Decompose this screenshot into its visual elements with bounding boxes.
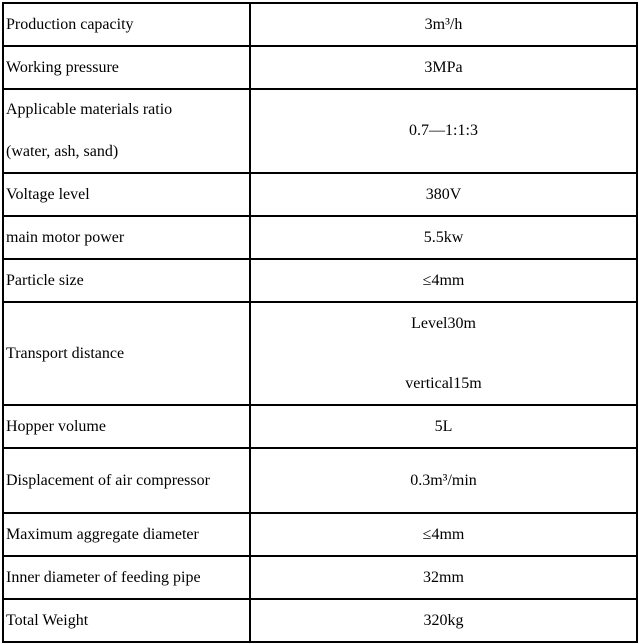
table-row: [3, 46, 637, 89]
spec-value: 5L: [250, 405, 637, 448]
spec-value: 0.7—1:1:3: [250, 89, 637, 173]
spec-label: main motor power: [3, 216, 250, 259]
spec-value: [250, 302, 637, 405]
spec-label: [3, 89, 250, 173]
table-row: [3, 302, 637, 405]
table-row: [3, 448, 637, 513]
spec-label: Transport distance: [3, 302, 250, 405]
table-row: [3, 173, 637, 216]
table-row: [3, 599, 637, 642]
spec-label: Production capacity: [3, 3, 250, 46]
spec-label: Voltage level: [3, 173, 250, 216]
spec-value: 0.3m³/min: [250, 448, 637, 513]
spec-label: Inner diameter of feeding pipe: [3, 556, 250, 599]
table-row: [3, 3, 637, 46]
spec-value: ≤4mm: [250, 259, 637, 302]
spec-value: 3m³/h: [250, 3, 637, 46]
spec-value: ≤4mm: [250, 513, 637, 556]
spec-value: 380V: [250, 173, 637, 216]
table-row: [3, 513, 637, 556]
spec-value: 3MPa: [250, 46, 637, 89]
spec-label-line: (water, ash, sand): [6, 143, 119, 160]
spec-label: Displacement of air compressor: [3, 448, 250, 513]
spec-label-line: Applicable materials ratio: [6, 101, 173, 118]
spec-label: Maximum aggregate diameter: [3, 513, 250, 556]
spec-label: Particle size: [3, 259, 250, 302]
specification-table: [2, 2, 638, 643]
spec-label: Total Weight: [3, 599, 250, 642]
table-row: [3, 405, 637, 448]
table-row: [3, 556, 637, 599]
spec-label: Hopper volume: [3, 405, 250, 448]
spec-value: 32mm: [250, 556, 637, 599]
spec-value: 320kg: [250, 599, 637, 642]
spec-value-line: vertical15m: [405, 374, 482, 392]
table-row: [3, 89, 637, 173]
spec-value: 5.5kw: [250, 216, 637, 259]
spec-label: Working pressure: [3, 46, 250, 89]
spec-value-line: Level30m: [411, 314, 476, 332]
table-row: [3, 259, 637, 302]
table-row: [3, 216, 637, 259]
